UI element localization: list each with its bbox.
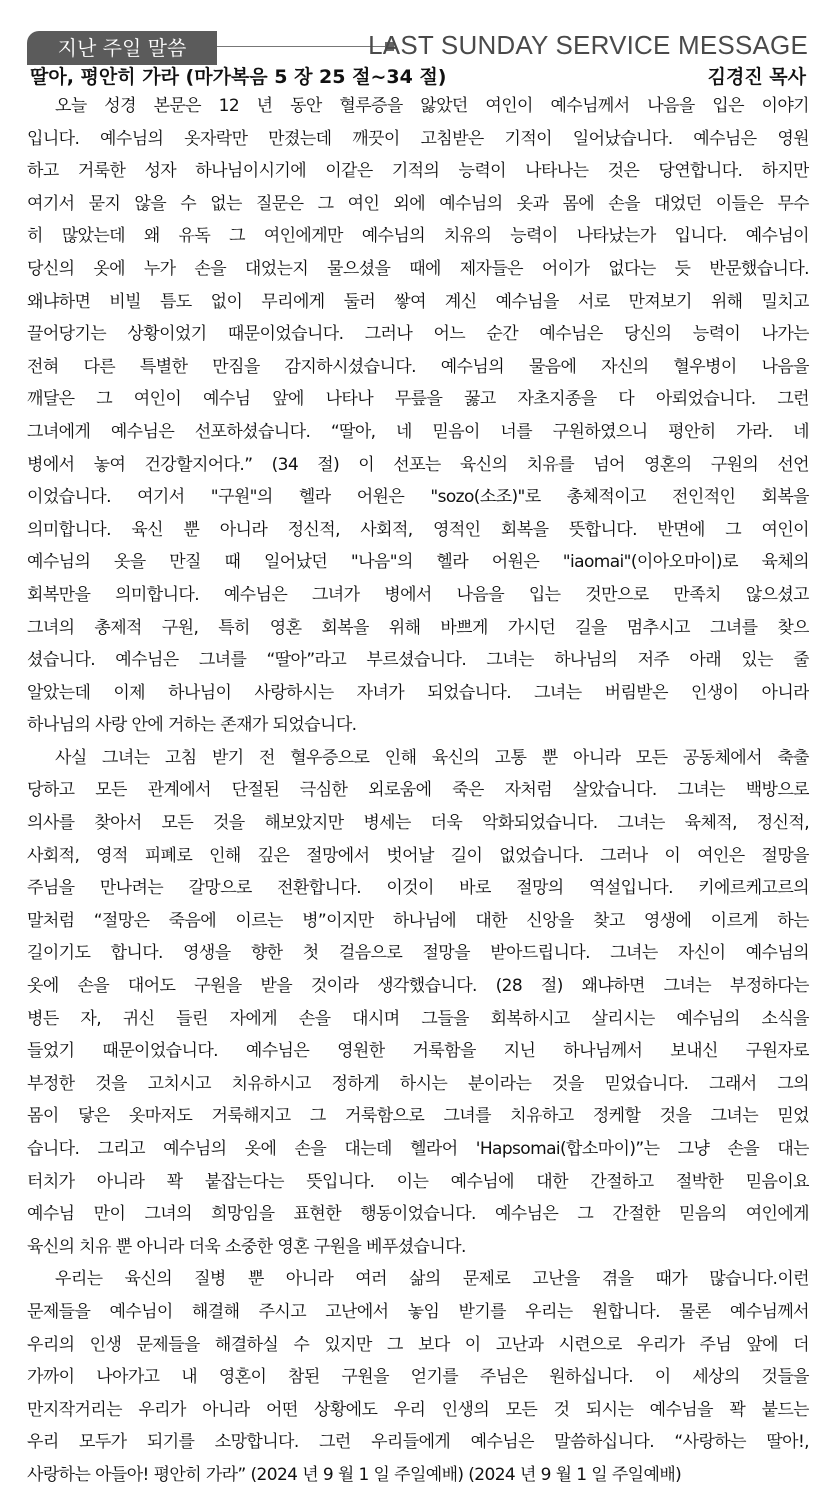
paragraph — [27, 1263, 809, 1491]
text-line: 의사를 찾아서 모든 것을 해보았지만 병세는 더욱 악화되었습니다. 그녀는 육체적, 정신적, — [27, 813, 809, 834]
text-line: 예수님 만이 그녀의 희망임을 표현한 행동이었습니다. 예수님은 그 간절한 믿음의 여인에게 — [27, 1204, 809, 1225]
text-line: 사실 그녀는 고침 받기 전 혈우증으로 인해 육신의 고통 뿐 아니라 모든 공동체에서 축출 — [55, 747, 809, 768]
text-line: 우리의 인생 문제들을 해결하실 수 있지만 그 보다 이 고난과 시련으로 우리가 주님 앞에 더 — [27, 1334, 809, 1355]
text-line: 예수님의 옷을 만질 때 일어났던 "나음"의 헬라 어원은 "iaomai"(이아오마이)로 육체의 — [27, 552, 809, 573]
text-line: 회복만을 의미합니다. 예수님은 그녀가 병에서 나음을 입는 것만으로 만족치 않으셨고 — [27, 584, 809, 605]
text-line: 그녀에게 예수님은 선포하셨습니다. “딸아, 네 믿음이 너를 구원하였으니 평안히 가라. 네 — [27, 421, 809, 442]
text-line: 부정한 것을 고치시고 치유하시고 정하게 하시는 분이라는 것을 믿었습니다. 그래서 그의 — [27, 1073, 809, 1094]
text-line: 하나님의 사랑 안에 거하는 존재가 되었습니다. — [27, 715, 357, 736]
text-line: 알았는데 이제 하나님이 사랑하시는 자녀가 되었습니다. 그녀는 버림받은 인생이 아니라 — [27, 682, 809, 703]
sermon-body — [27, 90, 809, 1492]
text-line: 끌어당기는 상황이었기 때문이었습니다. 그러나 어느 순간 예수님은 당신의 능력이 나가는 — [27, 324, 809, 345]
text-line: 사회적, 영적 피폐로 인해 깊은 절망에서 벗어날 길이 없었습니다. 그러나 이 여인은 절망을 — [27, 845, 809, 866]
text-line: 습니다. 그리고 예수님의 옷에 손을 대는데 헬라어 'Hapsomai(합소마이)”는 그냥 손을 대는 — [27, 1139, 809, 1159]
text-line: 하고 거룩한 성자 하나님이시기에 이같은 기적의 능력이 나타나는 것은 당연합니다. 하지만 — [27, 161, 809, 182]
text-line: 여기서 묻지 않을 수 없는 질문은 그 여인 외에 예수님의 옷과 몸에 손을 대었던 이들은 무수 — [27, 193, 809, 214]
text-line: 가까이 나아가고 내 영혼이 참된 구원을 얻기를 주님은 원하십니다. 이 세상의 것들을 — [27, 1367, 809, 1388]
sermon-author: 김경진 목사 — [707, 66, 806, 88]
text-line: 왜냐하면 비빌 틈도 없이 무리에게 둘러 쌓여 계신 예수님을 서로 만져보기 위해 밀치고 — [27, 291, 809, 312]
section-title: LAST SUNDAY SERVICE MESSAGE — [368, 30, 808, 60]
text-line: 길이기도 합니다. 영생을 향한 첫 걸음으로 절망을 받아드립니다. 그녀는 자신이 예수님의 — [27, 943, 809, 964]
text-line: 그녀의 총제적 구원, 특히 영혼 회복을 위해 바쁘게 가시던 길을 멈추시고 그녀를 찾으 — [27, 617, 809, 638]
text-line: 터치가 아니라 꽉 붙잡는다는 뜻입니다. 이는 예수님에 대한 간절하고 절박한 믿음이요 — [27, 1171, 809, 1192]
text-line: 우리 모두가 되기를 소망합니다. 그런 우리들에게 예수님은 말씀하십니다. “사랑하는 딸아!, — [27, 1432, 809, 1453]
section-tab: 지난 주일 말씀 — [27, 31, 217, 65]
paragraph — [27, 742, 809, 1264]
text-line: 몸이 닿은 옷마저도 거룩해지고 그 거룩함으로 그녀를 치유하고 정케할 것을 그녀는 믿었 — [27, 1106, 809, 1127]
text-line: 당하고 모든 관계에서 단절된 극심한 외로움에 죽은 자처럼 살았습니다. 그녀는 백방으로 — [27, 780, 809, 801]
text-line: 이었습니다. 여기서 "구원"의 헬라 어원은 "sozo(소조)"로 총체적이고 전인적인 회복을 — [27, 487, 809, 508]
paragraph — [27, 90, 809, 742]
header-divider — [217, 46, 385, 47]
text-line: 셨습니다. 예수님은 그녀를 “딸아”라고 부르셨습니다. 그녀는 하나님의 저주 아래 있는 줄 — [27, 650, 809, 671]
text-line: 주님을 만나려는 갈망으로 전환합니다. 이것이 바로 절망의 역설입니다. 키에르케고르의 — [27, 878, 809, 899]
text-line: 당신의 옷에 누가 손을 대었는지 물으셨을 때에 제자들은 어이가 없다는 듯 반문했습니다. — [27, 258, 809, 279]
text-line: 들었기 때문이었습니다. 예수님은 영원한 거룩함을 지닌 하나님께서 보내신 구원자로 — [27, 1041, 809, 1062]
text-line: 깨달은 그 여인이 예수님 앞에 나타나 무릎을 꿇고 자초지종을 다 아뢰었습니다. 그런 — [27, 389, 809, 410]
text-line: 우리는 육신의 질병 뿐 아니라 여러 삶의 문제로 고난을 겪을 때가 많습니다.이런 — [55, 1269, 809, 1290]
text-line: 의미합니다. 육신 뿐 아니라 정신적, 사회적, 영적인 회복을 뜻합니다. 반면에 그 여인이 — [27, 519, 809, 540]
sermon-title: 딸아, 평안히 가라 (마가복음 5 장 25 절~34 절) — [30, 66, 447, 88]
text-line: 문제들을 예수님이 해결해 주시고 고난에서 놓임 받기를 우리는 원합니다. 물론 예수님께서 — [27, 1301, 809, 1322]
text-line: 병에서 놓여 건강할지어다.” (34 절) 이 선포는 육신의 치유를 넘어 영혼의 구원의 선언 — [27, 454, 809, 475]
text-line: 전혀 다른 특별한 만짐을 감지하시셨습니다. 예수님의 물음에 자신의 혈우병이 나음을 — [27, 356, 809, 377]
text-line: 히 많았는데 왜 유독 그 여인에게만 예수님의 치유의 능력이 나타났는가 입니다. 예수님이 — [27, 226, 809, 247]
text-line: 육신의 치유 뿐 아니라 더욱 소중한 영혼 구원을 베푸셨습니다. — [27, 1236, 466, 1257]
text-line: 옷에 손을 대어도 구원을 받을 것이라 생각했습니다. (28 절) 왜냐하면 그녀는 부정하다는 — [27, 976, 809, 997]
text-line: 사랑하는 아들아! 평안히 가라” (2024 년 9 월 1 일 주일예배) (2024 년 9 월 1 일 주일예배) — [27, 1464, 682, 1485]
text-line: 입니다. 예수님의 옷자락만 만졌는데 깨끗이 고침받은 기적이 일어났습니다. 예수님은 영원 — [27, 128, 809, 149]
text-line: 오늘 성경 본문은 12 년 동안 혈루증을 앓았던 여인이 예수님께서 나음을 입은 이야기 — [55, 96, 809, 116]
text-line: 만지작거리는 우리가 아니라 어떤 상황에도 우리 인생의 모든 것 되시는 예수님을 꽉 붙드는 — [27, 1399, 809, 1420]
text-line: 말처럼 “절망은 죽음에 이르는 병”이지만 하나님에 대한 신앙을 찾고 영생에 이르게 하는 — [27, 910, 809, 931]
text-line: 병든 자, 귀신 들린 자에게 손을 대시며 그들을 회복하시고 살리시는 예수님의 소식을 — [27, 1008, 809, 1029]
